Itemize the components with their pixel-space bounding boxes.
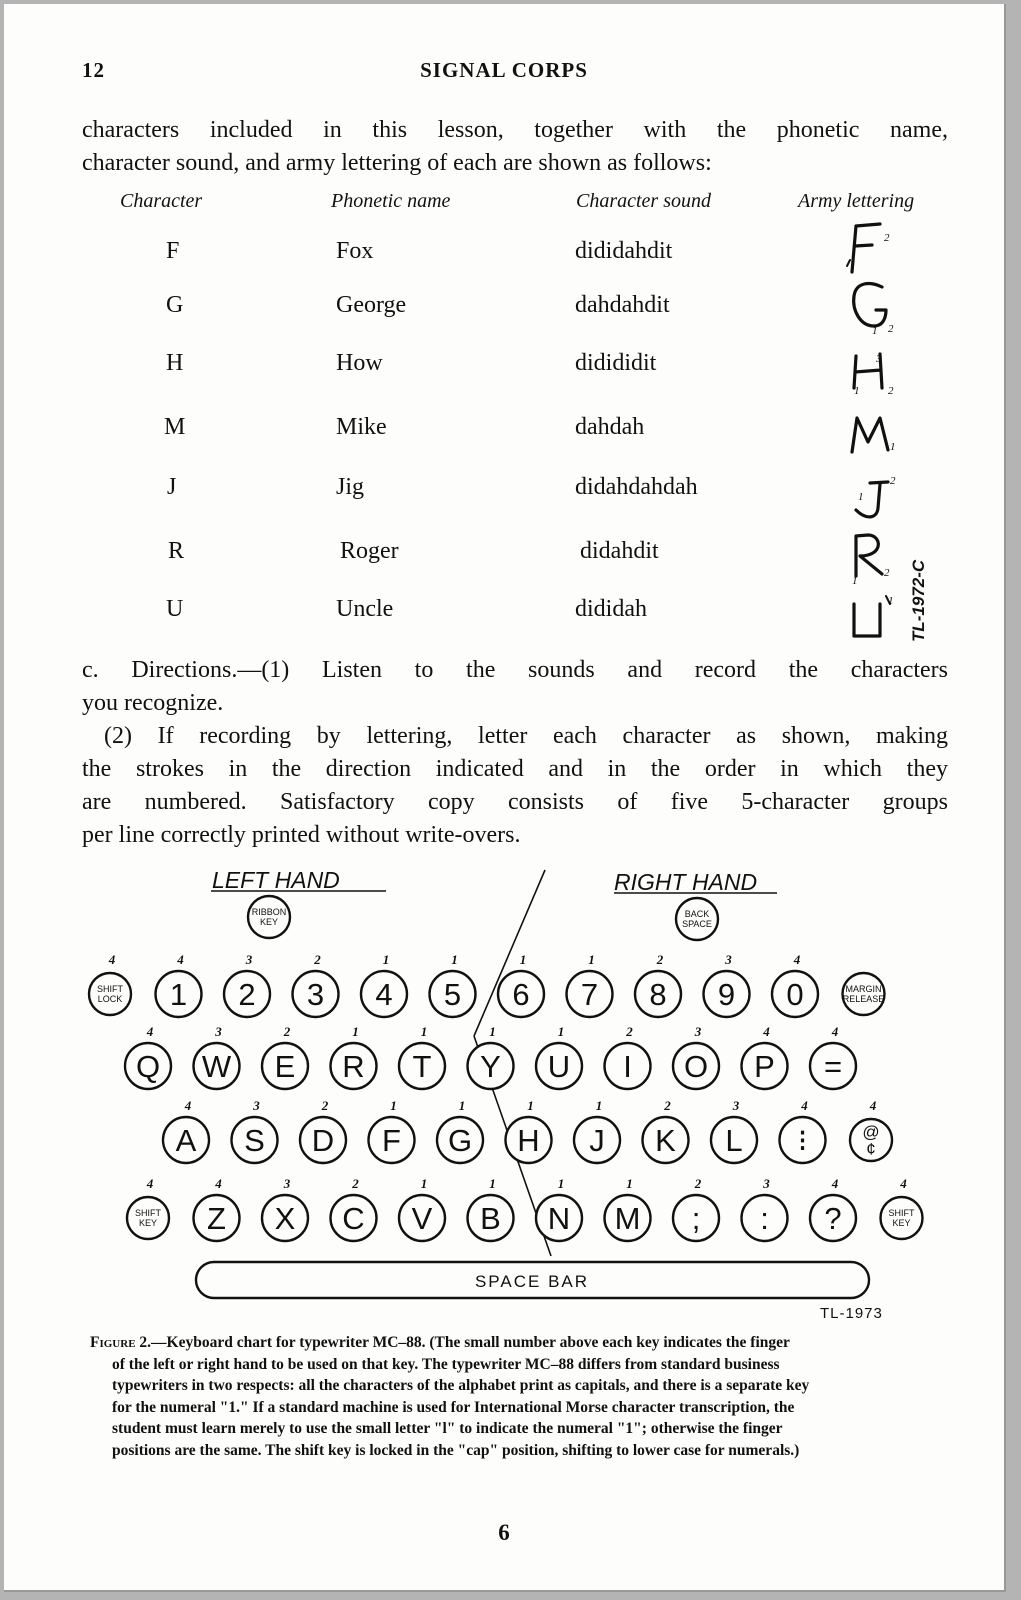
key-label: G <box>447 1123 473 1158</box>
key-label: 6 <box>512 977 530 1012</box>
key-label: D <box>311 1123 335 1158</box>
row-phonetic: George <box>336 292 407 318</box>
finger-number: 1 <box>557 1176 565 1191</box>
finger-number: 2 <box>352 1176 359 1191</box>
key-label: F <box>382 1123 401 1158</box>
finger-number: 1 <box>626 1176 633 1191</box>
keyboard-key <box>574 1098 620 1163</box>
finger-number: 4 <box>146 1024 154 1039</box>
key-label: Q <box>135 1049 161 1084</box>
svg-text:2: 2 <box>884 567 890 579</box>
finger-number: 4 <box>146 1176 154 1191</box>
keyboard-key <box>850 1098 892 1161</box>
finger-number: 1 <box>458 1098 466 1113</box>
finger-number: 3 <box>283 1176 291 1191</box>
keyboard-key <box>224 952 270 1017</box>
keyboard-key <box>194 1024 240 1089</box>
directions-line: are numbered. Satisfactory copy consists of five 5-character groups <box>82 789 948 815</box>
figure-caption <box>90 1332 956 1461</box>
keyboard-key <box>605 1176 651 1241</box>
finger-number: 4 <box>793 952 801 967</box>
key-label: A <box>175 1123 197 1158</box>
keyboard-key <box>248 896 290 938</box>
finger-number: 2 <box>656 952 664 967</box>
directions-line: c. Directions.—(1) Listen to the sounds and record the characters <box>82 657 948 683</box>
row-phonetic: How <box>336 350 383 376</box>
svg-text:2: 2 <box>888 323 894 335</box>
keyboard-chart <box>4 4 1004 1324</box>
row-sound: didahdahdah <box>575 474 698 500</box>
key-label: KEY <box>259 917 279 928</box>
key-label: R <box>342 1049 365 1084</box>
caption-text: student must learn merely to use the small letter "l" to indicate the numeral "1"; otherwise the finger <box>112 1420 783 1437</box>
keyboard-key <box>536 1176 582 1241</box>
svg-text:1: 1 <box>852 575 858 587</box>
keyboard-key <box>810 1024 856 1089</box>
keyboard-key <box>742 1024 788 1089</box>
row-character: G <box>166 292 184 318</box>
keyboard-key <box>673 1176 719 1241</box>
row-phonetic: Uncle <box>336 596 394 622</box>
finger-number: 4 <box>215 1176 222 1191</box>
key-label: T <box>412 1049 432 1084</box>
key-label: ; <box>691 1201 701 1236</box>
key-label: M <box>614 1201 641 1236</box>
keyboard-key <box>742 1176 788 1241</box>
keyboard-key <box>676 898 718 940</box>
finger-number: 3 <box>215 1024 222 1039</box>
finger-number: 3 <box>694 1024 702 1039</box>
row-phonetic: Mike <box>336 414 387 440</box>
row-sound: didididit <box>575 350 657 376</box>
right-hand-label: RIGHT HAND <box>614 869 758 895</box>
key-label: SHIFT <box>888 1208 915 1219</box>
keyboard-key <box>605 1024 651 1089</box>
keyboard-key <box>262 1024 308 1089</box>
key-label: O <box>683 1049 709 1084</box>
key-label: Y <box>480 1049 501 1084</box>
key-label: 3 <box>306 977 325 1012</box>
svg-text:1: 1 <box>888 595 894 607</box>
keyboard-key <box>704 952 750 1017</box>
keyboard-key <box>399 1024 445 1089</box>
finger-number: 2 <box>626 1024 633 1039</box>
keyboard-key <box>194 1176 240 1241</box>
finger-number: 1 <box>352 1024 359 1039</box>
row-phonetic: Roger <box>340 538 399 564</box>
finger-number: 3 <box>763 1176 770 1191</box>
row-character: F <box>166 238 180 264</box>
key-label: J <box>589 1123 605 1158</box>
key-label: C <box>342 1201 365 1236</box>
finger-number: 1 <box>390 1098 397 1113</box>
finger-number: 3 <box>253 1098 260 1113</box>
finger-number: 4 <box>184 1098 192 1113</box>
key-label: SPACE <box>682 919 712 930</box>
finger-number: 4 <box>831 1024 839 1039</box>
row-sound: didahdit <box>580 538 659 564</box>
key-label: ⁝ <box>797 1123 808 1158</box>
document-page <box>4 4 1006 1592</box>
key-label: Z <box>207 1201 226 1236</box>
svg-text:1: 1 <box>858 491 864 503</box>
key-label: 5 <box>443 977 462 1012</box>
keyboard-key <box>780 1098 826 1163</box>
finger-number: 1 <box>420 1024 428 1039</box>
key-label: 0 <box>786 977 804 1012</box>
keyboard-key <box>643 1098 689 1163</box>
finger-number: 1 <box>588 952 595 967</box>
keyboard-key <box>810 1176 856 1241</box>
finger-number: 1 <box>489 1024 496 1039</box>
svg-text:2: 2 <box>890 475 896 487</box>
finger-number: 2 <box>283 1024 291 1039</box>
col-header-character: Character <box>120 190 203 212</box>
key-label: 1 <box>169 977 188 1012</box>
key-label: 8 <box>649 977 667 1012</box>
left-hand-label: LEFT HAND <box>212 867 340 893</box>
finger-number: 2 <box>664 1098 671 1113</box>
key-label: @ <box>862 1122 880 1142</box>
col-header-lettering: Army lettering <box>798 190 915 212</box>
row-sound: dahdah <box>575 414 645 440</box>
key-label: S <box>244 1123 265 1158</box>
key-label: BACK <box>684 909 710 920</box>
page-number-header: 12 <box>82 58 105 82</box>
keyboard-key <box>361 952 407 1017</box>
key-label: SHIFT <box>97 984 123 995</box>
finger-number: 4 <box>869 1098 877 1113</box>
keyboard-key <box>635 952 681 1017</box>
row-character: U <box>166 596 184 622</box>
finger-number: 1 <box>489 1176 496 1191</box>
finger-number: 4 <box>177 952 184 967</box>
running-title: SIGNAL CORPS <box>420 58 588 82</box>
keyboard-key <box>89 952 131 1015</box>
finger-number: 4 <box>801 1098 808 1113</box>
col-header-sound: Character sound <box>576 190 711 212</box>
keyboard-key <box>843 973 885 1015</box>
keyboard-key <box>437 1098 483 1163</box>
finger-number: 3 <box>245 952 253 967</box>
figure-number: Figure 2. <box>90 1334 152 1351</box>
caption-text: of the left or right hand to be used on that key. The typewriter MC–88 differs from standard business <box>112 1355 780 1373</box>
key-label: L <box>725 1123 743 1158</box>
key-label: ¢ <box>866 1139 876 1159</box>
key-label: MARGIN <box>845 984 882 995</box>
caption-text: —Keyboard chart for typewriter MC–88. (The small number above each key indicates the finger <box>151 1334 790 1351</box>
keyboard-key <box>506 1098 552 1163</box>
svg-text:3: 3 <box>876 353 882 365</box>
row-character: M <box>164 414 186 440</box>
keyboard-key <box>772 952 818 1017</box>
key-label: K <box>655 1123 676 1158</box>
keyboard-key <box>711 1098 757 1163</box>
finger-number: 4 <box>763 1024 770 1039</box>
keyboard-key <box>331 1024 377 1089</box>
directions-line: per line correctly printed without write-overs. <box>82 822 521 848</box>
svg-text:1: 1 <box>854 385 860 397</box>
row-character: H <box>166 350 184 376</box>
row-character: J <box>167 474 177 500</box>
intro-line-2: character sound, and army lettering of each are shown as follows: <box>82 150 712 176</box>
key-label: H <box>517 1123 540 1158</box>
key-label: X <box>274 1201 296 1236</box>
svg-text:2: 2 <box>888 385 894 397</box>
figure-label: TL-1973 <box>820 1305 883 1322</box>
key-label: : <box>760 1201 769 1236</box>
key-label: 9 <box>717 977 736 1012</box>
keyboard-key <box>567 952 613 1017</box>
key-label: 7 <box>580 977 599 1012</box>
col-header-phonetic: Phonetic name <box>331 190 451 212</box>
key-label: KEY <box>138 1218 158 1229</box>
key-label: E <box>274 1049 296 1084</box>
row-sound: dididahdit <box>575 238 673 264</box>
finger-number: 1 <box>451 952 458 967</box>
key-label: LOCK <box>97 994 123 1005</box>
directions-line: you recognize. <box>82 690 224 716</box>
row-phonetic: Fox <box>336 238 374 264</box>
key-label: W <box>201 1049 232 1084</box>
finger-number: 3 <box>725 952 732 967</box>
key-label: 2 <box>238 977 256 1012</box>
keyboard-key <box>163 1098 209 1163</box>
key-label: SHIFT <box>135 1208 161 1219</box>
finger-number: 1 <box>527 1098 534 1113</box>
keyboard-key <box>430 952 476 1017</box>
keyboard-key <box>331 1176 377 1241</box>
key-label: V <box>411 1201 433 1236</box>
svg-text:1: 1 <box>890 441 896 453</box>
key-label: ? <box>824 1201 842 1236</box>
intro-line-1: characters included in this lesson, together with the phonetic name, <box>82 117 948 143</box>
finger-number: 1 <box>382 952 390 967</box>
keyboard-key <box>232 1098 278 1163</box>
keyboard-key <box>369 1098 415 1163</box>
finger-number: 1 <box>557 1024 565 1039</box>
svg-text:2: 2 <box>884 232 890 244</box>
key-label: RELEASE <box>842 994 885 1005</box>
key-label: P <box>754 1049 775 1084</box>
finger-number: 1 <box>519 952 527 967</box>
directions-line: (2) If recording by lettering, letter each character as shown, making <box>104 723 948 749</box>
finger-number: 1 <box>420 1176 428 1191</box>
caption-text: typewriters in two respects: all the characters of the alphabet print as capitals, and there is a separate key <box>112 1377 810 1394</box>
keyboard-key <box>881 1176 923 1239</box>
key-label: N <box>547 1201 571 1236</box>
finger-number: 2 <box>694 1176 702 1191</box>
keyboard-key <box>536 1024 582 1089</box>
keyboard-key <box>127 1176 169 1239</box>
keyboard-key <box>293 952 339 1017</box>
directions-line: the strokes in the direction indicated and in the order in which they <box>82 756 948 782</box>
caption-text: positions are the same. The shift key is locked in the "cap" position, shifting to lower case for numerals.) <box>112 1441 800 1459</box>
key-label: B <box>480 1201 501 1236</box>
keyboard-key <box>300 1098 346 1163</box>
caption-text: for the numeral "1." If a standard machine is used for International Morse character transcription, the <box>112 1398 795 1416</box>
figure-label-vertical: TL-1972-C <box>909 559 928 642</box>
page-footer-number: 6 <box>498 1520 510 1545</box>
keyboard-key <box>125 1024 171 1089</box>
row-sound: dahdahdit <box>575 292 670 318</box>
row-character: R <box>168 538 185 564</box>
finger-number: 2 <box>314 952 321 967</box>
finger-number: 4 <box>900 1176 907 1191</box>
key-label: 4 <box>375 977 393 1012</box>
row-sound: dididah <box>575 596 647 622</box>
finger-number: 2 <box>321 1098 329 1113</box>
keyboard-key <box>673 1024 719 1089</box>
finger-number: 1 <box>595 1098 603 1113</box>
key-label: U <box>547 1049 571 1084</box>
keyboard-key <box>468 1176 514 1241</box>
finger-number: 3 <box>732 1098 740 1113</box>
key-label: I <box>623 1049 632 1084</box>
keyboard-key <box>399 1176 445 1241</box>
key-label: RIBBON <box>251 907 287 918</box>
keyboard-key <box>156 952 202 1017</box>
row-phonetic: Jig <box>336 474 365 500</box>
finger-number: 4 <box>831 1176 839 1191</box>
svg-text:1: 1 <box>872 325 878 337</box>
key-label: = <box>823 1049 843 1084</box>
space-bar-label: SPACE BAR <box>474 1272 590 1291</box>
finger-number: 4 <box>108 952 116 967</box>
key-label: KEY <box>892 1218 911 1229</box>
keyboard-key <box>262 1176 308 1241</box>
